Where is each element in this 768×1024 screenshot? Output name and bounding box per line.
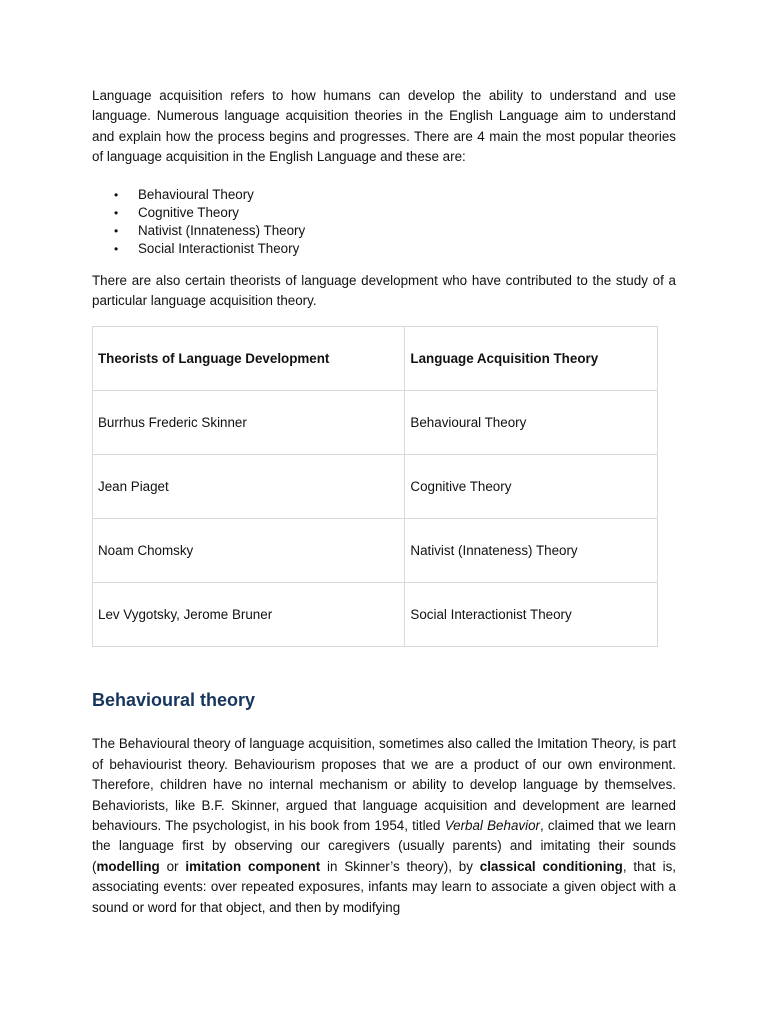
table-header-cell: Theorists of Language Development xyxy=(93,327,405,391)
table-row xyxy=(93,455,658,519)
behavioural-paragraph: The Behavioural theory of language acquisition, sometimes also called the Imitation Theory, is part of behaviourist theory. Behaviourism proposes that we are a product of our own environment. Therefore, children have no internal mechanism or ability to develop language by themselves. Behaviorists, like B.F. Skinner, argued that language acquisition and development are learned behaviours. The psychologist, in his book from 1954, titled Verbal Behavior, claimed that we learn the language first by observing our caregivers (usually parents) and imitating their sounds (modelling or imitation component in Skinner’s theory), by classical conditioning, that is, associating events: over repeated exposures, infants may learn to associate a given object with a sound or word for that object, and then by modifying xyxy=(92,736,677,915)
list-item: • Social Interactionist Theory xyxy=(114,240,300,256)
term-imitation: imitation component xyxy=(185,858,321,874)
book-title: Verbal Behavior xyxy=(444,818,540,834)
theories-list xyxy=(92,186,676,258)
term-modelling: modelling xyxy=(96,858,160,874)
list-item: • Nativist (Innateness) Theory xyxy=(114,222,306,238)
list-item: • Behavioural Theory xyxy=(114,186,254,202)
table-cell: Burrhus Frederic Skinner xyxy=(93,391,405,455)
table-cell: Jean Piaget xyxy=(93,455,405,519)
table-cell: Noam Chomsky xyxy=(93,519,405,583)
table-row xyxy=(93,583,658,647)
table-header-row xyxy=(93,327,658,391)
bullet-icon: • xyxy=(114,187,119,202)
table-cell: Cognitive Theory xyxy=(405,455,658,519)
table-cell: Nativist (Innateness) Theory xyxy=(405,519,658,583)
theorists-intro-paragraph: There are also certain theorists of language development who have contributed to the study of a particular language acquisition theory. xyxy=(92,272,676,309)
table-cell: Behavioural Theory xyxy=(405,391,658,455)
document-page xyxy=(92,86,676,918)
term-classical-conditioning: classical conditioning xyxy=(479,858,623,874)
theorists-table xyxy=(92,326,658,647)
bullet-icon: • xyxy=(114,223,119,238)
section-heading: Behavioural theory xyxy=(92,690,256,711)
bullet-icon: • xyxy=(114,241,119,256)
table-header-cell: Language Acquisition Theory xyxy=(405,327,658,391)
table-row xyxy=(93,391,658,455)
table-cell: Lev Vygotsky, Jerome Bruner xyxy=(93,583,405,647)
table-row xyxy=(93,519,658,583)
bullet-icon: • xyxy=(114,205,119,220)
intro-paragraph: Language acquisition refers to how humans can develop the ability to understand and use language. Numerous language acquisition theories in the English Language aim to understand and explain how the process begins and progresses. There are 4 main the most popular theories of language acquisition in the English Language and these are: xyxy=(92,88,676,165)
list-item: • Cognitive Theory xyxy=(114,204,239,220)
table-cell: Social Interactionist Theory xyxy=(405,583,658,647)
